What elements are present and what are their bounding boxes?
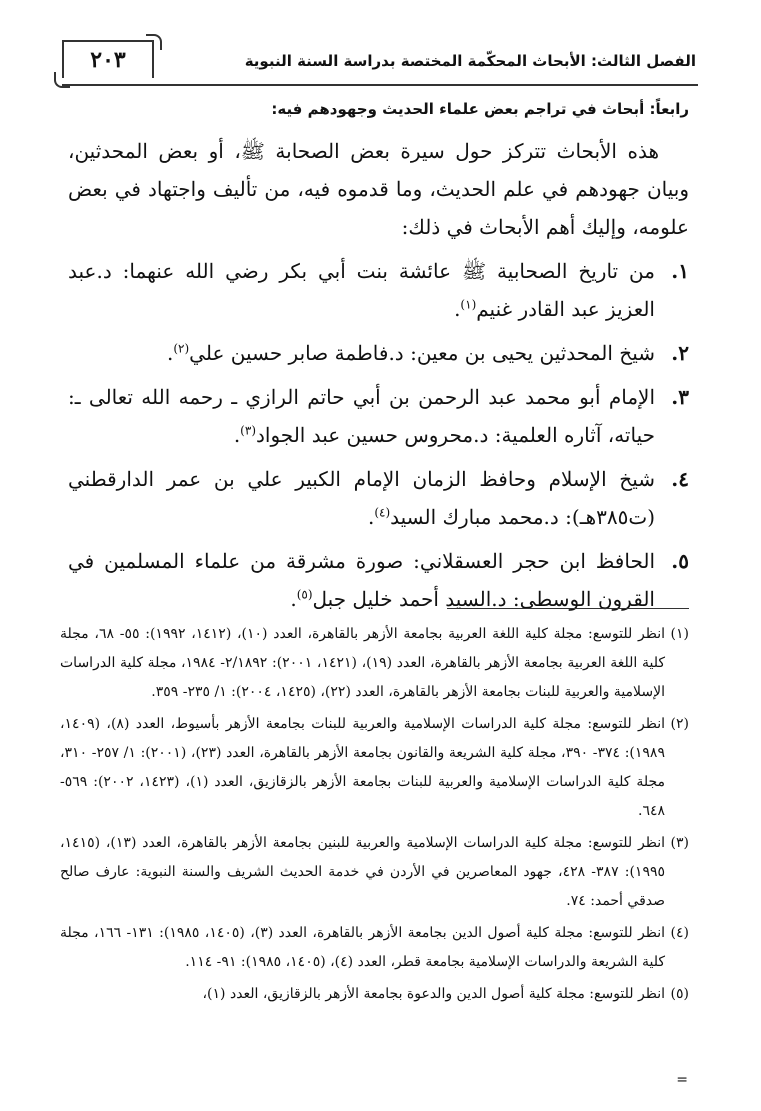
research-list — [68, 252, 689, 618]
item-text: شيخ الإسلام وحافظ الزمان الإمام الكبير علي بن عمر الدارقطني (ت٣٨٥هـ): د.محمد مبارك السيد — [68, 467, 655, 529]
footnote-mark: (٣) — [670, 835, 689, 851]
section-heading: رابعاً: أبحاث في تراجم بعض علماء الحديث وجهودهم فيه: — [271, 100, 689, 118]
footnote — [60, 829, 689, 916]
main-body — [68, 100, 689, 624]
footnote-divider — [447, 608, 689, 609]
item-end: . — [454, 297, 461, 321]
footnotes — [60, 620, 689, 1012]
footnote-text: انظر للتوسع: مجلة كلية أصول الدين والدعوة بجامعة الأزهر بالزقازيق، العدد (١)، — [202, 986, 665, 1002]
running-title: الفصل الثالث: الأبحاث المحكّمة المختصة بدراسة السنة النبوية — [244, 52, 696, 70]
item-text: الإمام أبو محمد عبد الرحمن بن أبي حاتم الرازي ـ رحمه الله تعالى ـ: حياته، آثاره العلمية: د.محروس حسين عبد الجواد — [68, 385, 655, 447]
item-text: الحافظ ابن حجر العسقلاني: صورة مشرقة من علماء المسلمين في القرون الوسطى: د.السيد أحمد خليل جبل — [68, 549, 655, 611]
footnote — [60, 710, 689, 826]
footnote-text: انظر للتوسع: مجلة كلية الدراسات الإسلامية والعربية للبنات بجامعة الأزهر بأسيوط، العدد (٨)، (١٤٠٩، ١٩٨٩): ٣٧٤- ٣٩٠، مجلة كلية الشريعة والقانون بجامعة الأزهر بالقاهرة، العدد (٢٣)، (٢٠٠١): ١/ ٢٥٧- ٣١٠، مجلة كلية الدراسات الإسلامية والعربية للبنات بجامعة الأزهر بالزقازيق، العدد (١)، (١٤٢٣، ٢٠٠٢): ٥٦٩- ٦٤٨. — [60, 716, 665, 819]
footnote-ref[interactable]: (٤) — [374, 505, 391, 520]
footnote — [60, 620, 689, 707]
item-number: ٢. — [671, 341, 689, 365]
list-item — [68, 542, 689, 618]
item-number: ٥. — [671, 549, 689, 573]
item-end: . — [233, 423, 241, 447]
item-end: . — [290, 587, 297, 611]
item-end: . — [166, 341, 174, 365]
list-item — [68, 460, 689, 536]
footnote-text: انظر للتوسع: مجلة كلية الدراسات الإسلامية والعربية للبنين بجامعة الأزهر بالقاهرة، العدد (١٣)، (١٤١٥، ١٩٩٥): ٣٨٧- ٤٢٨، جهود المعاصرين في الأردن في خدمة الحديث الشريف والسنة النبوية: عارف صالح صدقي أحمد: ٧٤. — [60, 835, 665, 909]
item-number: ٤. — [671, 467, 689, 491]
footnote-mark: (٢) — [670, 716, 689, 732]
list-item — [68, 334, 689, 372]
footnote-mark: (١) — [670, 626, 689, 642]
item-end: . — [367, 505, 375, 529]
continuation-mark: = — [676, 1072, 688, 1088]
footnote-mark: (٥) — [670, 986, 689, 1002]
footnote-text: انظر للتوسع: مجلة كلية اللغة العربية بجامعة الأزهر بالقاهرة، العدد (١٠)، (١٤١٢، ١٩٩٢): ٥٥- ٦٨، مجلة كلية اللغة العربية بجامعة الأزهر بالقاهرة، العدد (١٩)، (١٤٢١، ٢٠٠١): ٢/١٨٩٢- ١٩٨٤، مجلة كلية الدراسات الإسلامية والعربية للبنات بجامعة الأزهر بالقاهرة، العدد (٢٢)، (١٤٢٥، ٢٠٠٤): ١/ ٢٣٥- ٣٥٩. — [60, 626, 665, 700]
footnote-ref[interactable]: (١) — [460, 297, 477, 312]
page-header — [62, 38, 698, 86]
footnote-ref[interactable]: (٥) — [296, 587, 313, 602]
list-item — [68, 378, 689, 454]
footnote-ref[interactable]: (٢) — [173, 341, 190, 356]
list-item — [68, 252, 689, 328]
item-number: ١. — [671, 259, 689, 283]
footnote-text: انظر للتوسع: مجلة كلية أصول الدين بجامعة الأزهر بالقاهرة، العدد (٣)، (١٤٠٥، ١٩٨٥): ١٣١- ١٦٦، مجلة كلية الشريعة والدراسات الإسلامية بجامعة قطر، العدد (٤)، (١٤٠٥، ١٩٨٥): ٩١- ١١٤. — [60, 925, 665, 970]
footnote — [60, 980, 689, 1009]
item-number: ٣. — [671, 385, 689, 409]
footnote — [60, 919, 689, 977]
footnote-ref[interactable]: (٣) — [240, 423, 256, 438]
footnote-mark: (٤) — [670, 925, 689, 941]
item-text: من تاريخ الصحابية ﷺ عائشة بنت أبي بكر رضي الله عنهما: د.عبد العزيز عبد القادر غنيم — [68, 259, 655, 321]
item-text: شيخ المحدثين يحيى بن معين: د.فاطمة صابر حسين علي — [189, 341, 655, 365]
intro-paragraph: هذه الأبحاث تتركز حول سيرة بعض الصحابة ﷺ، أو بعض المحدثين، وبيان جهودهم في علم الحديث، وما قدموه فيه، من تأليف واجتهاد في بعض علومه، وإليك أهم الأبحاث في ذلك: — [68, 139, 689, 239]
page-number: ٢٠٣ — [62, 40, 154, 78]
